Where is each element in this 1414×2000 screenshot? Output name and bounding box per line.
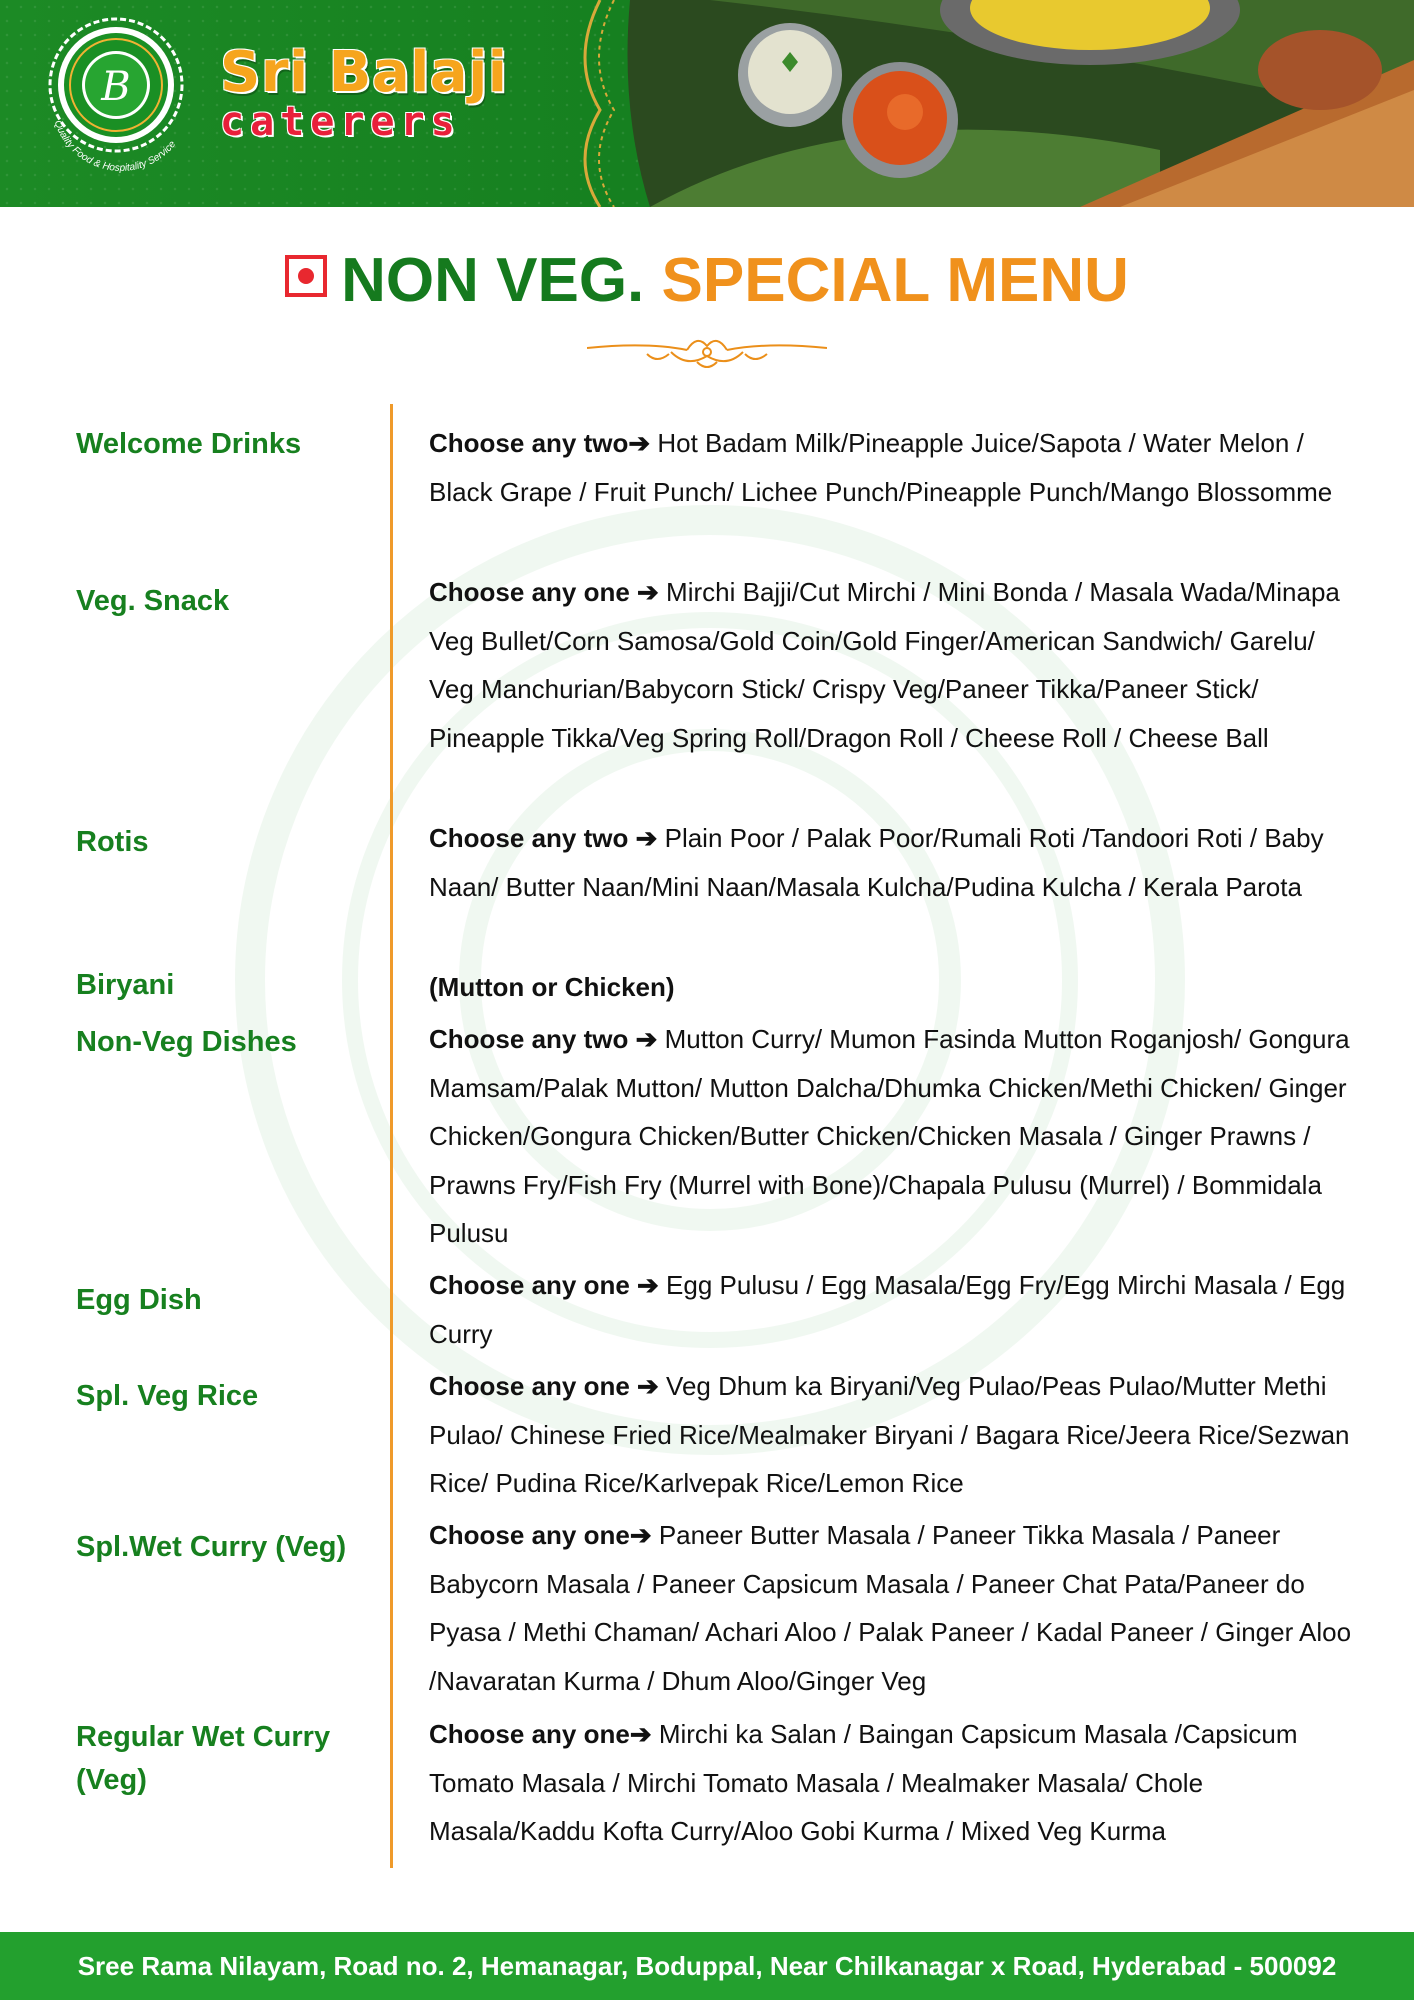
category-items xyxy=(429,1261,1359,1358)
category-label: Regular Wet Curry (Veg) xyxy=(76,1721,331,1796)
item-options: Plain Poor / Palak Poor/Rumali Roti /Tandoori Roti / Baby Naan/ Butter Naan/Mini Naan/Masala Kulcha/Pudina Kulcha / Kerala Parota xyxy=(429,823,1324,902)
brand-wordmark xyxy=(220,40,520,145)
item-options: Hot Badam Milk/Pineapple Juice/Sapota / Water Melon / Black Grape / Fruit Punch/ Lichee Punch/Pineapple Punch/Mango Blossomme xyxy=(429,428,1333,507)
logo-badge xyxy=(40,14,190,189)
brand-name: Sri Balaji xyxy=(220,40,508,105)
category-items xyxy=(429,1511,1359,1705)
choice-instruction: Choose any one ➔ xyxy=(429,1270,659,1300)
logo-tagline: Quality Food & Hospitality Service xyxy=(51,119,179,174)
choice-instruction: Choose any one➔ xyxy=(429,1719,652,1749)
category-items xyxy=(429,814,1359,911)
category-items xyxy=(429,419,1359,516)
category-label: Veg. Snack xyxy=(76,585,230,617)
category-label: Spl.Wet Curry (Veg) xyxy=(76,1531,347,1563)
header-banner xyxy=(0,0,1414,207)
item-options: Veg Dhum ka Biryani/Veg Pulao/Peas Pulao/Mutter Methi Pulao/ Chinese Fried Rice/Mealmaker Biryani / Bagara Rice/Jeera Rice/Sezwan Rice/ Pudina Rice/Karlvepak Rice/Lemon Rice xyxy=(429,1371,1350,1498)
choice-instruction: Choose any two ➔ xyxy=(429,823,658,853)
category-label: Non-Veg Dishes xyxy=(76,1026,297,1058)
choice-instruction: (Mutton or Chicken) xyxy=(429,972,675,1002)
non-veg-symbol-icon xyxy=(285,255,327,297)
choice-instruction: Choose any one ➔ xyxy=(429,1371,659,1401)
category-items xyxy=(429,1362,1359,1508)
column-divider xyxy=(390,404,393,1868)
logo-letter: B xyxy=(101,64,131,110)
category-label: Spl. Veg Rice xyxy=(76,1380,259,1412)
title-part-special-menu: SPECIAL MENU xyxy=(661,246,1129,315)
category-items xyxy=(429,1710,1359,1856)
choice-instruction: Choose any two➔ xyxy=(429,428,651,458)
item-options: Paneer Butter Masala / Paneer Tikka Masala / Paneer Babycorn Masala / Paneer Capsicum Masala / Paneer Chat Pata/Paneer do Pyasa / Methi Chaman/ Achari Aloo / Palak Paneer / Kadal Paneer / Ginger Aloo /Navaratan Kurma / Dhum Aloo/Ginger Veg xyxy=(429,1520,1352,1696)
category-label: Rotis xyxy=(76,826,149,858)
title-part-nonveg: NON VEG. xyxy=(341,246,645,315)
item-options: Mirchi Bajji/Cut Mirchi / Mini Bonda / Masala Wada/Minapa Veg Bullet/Corn Samosa/Gold Coin/Gold Finger/American Sandwich/ Garelu/ Veg Manchurian/Babycorn Stick/ Crispy Veg/Paneer Tikka/Paneer Stick/ Pineapple Tikka/Veg Spring Roll/Dragon Roll / Cheese Roll / Cheese Ball xyxy=(429,577,1340,753)
category-items xyxy=(429,568,1359,762)
category-label: Welcome Drinks xyxy=(76,428,302,460)
choice-instruction: Choose any one➔ xyxy=(429,1520,652,1550)
category-label: Biryani xyxy=(76,969,175,1001)
item-options: Egg Pulusu / Egg Masala/Egg Fry/Egg Mirchi Masala / Egg Curry xyxy=(429,1270,1346,1349)
ornament-divider-icon xyxy=(587,328,827,376)
category-items xyxy=(429,963,1359,1012)
footer-address: Sree Rama Nilayam, Road no. 2, Hemanagar, Boduppal, Near Chilkanagar x Road, Hyderabad - 500092 xyxy=(0,1932,1414,2000)
food-photo xyxy=(560,0,1414,207)
category-label: Egg Dish xyxy=(76,1284,202,1316)
choice-instruction: Choose any two ➔ xyxy=(429,1024,658,1054)
item-options: Mutton Curry/ Mumon Fasinda Mutton Roganjosh/ Gongura Mamsam/Palak Mutton/ Mutton Dalcha/Dhumka Chicken/Methi Chicken/ Ginger Chicken/Gongura Chicken/Butter Chicken/Chicken Masala / Ginger Prawns / Prawns Fry/Fish Fry (Murrel with Bone)/Chapala Pulusu (Murrel) / Bommidala Pulusu xyxy=(429,1024,1350,1248)
page-title xyxy=(0,246,1414,316)
item-options: Mirchi ka Salan / Baingan Capsicum Masala /Capsicum Tomato Masala / Mirchi Tomato Masala / Mealmaker Masala/ Chole Masala/Kaddu Kofta Curry/Aloo Gobi Kurma / Mixed Veg Kurma xyxy=(429,1719,1298,1846)
brand-subtitle: caterers xyxy=(220,99,461,145)
choice-instruction: Choose any one ➔ xyxy=(429,577,659,607)
category-items xyxy=(429,1015,1359,1258)
